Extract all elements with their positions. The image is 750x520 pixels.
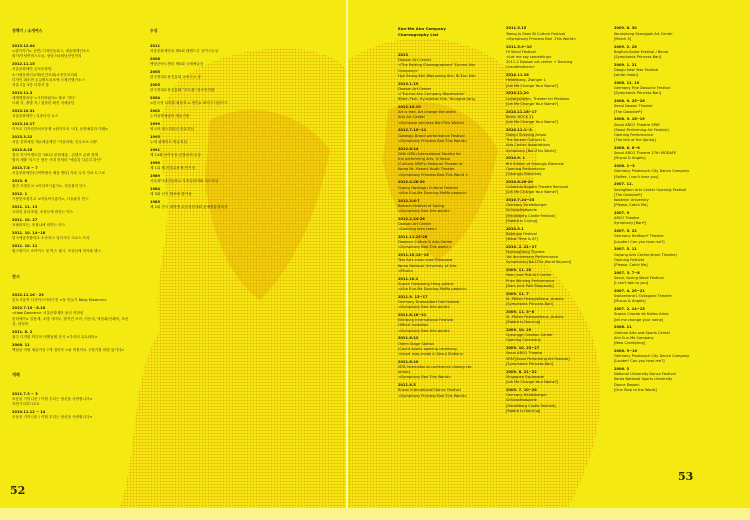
item-text: 조동울 기이니문 / 이힐 우리는 당신을 사랑합니다> 자연시지미디조로 (12, 396, 93, 407)
list-item (398, 336, 508, 357)
item-date: 2011 (150, 44, 161, 49)
item-text: Switzerland L'Octagone Theatre [Mucus & Angels] (614, 294, 672, 304)
item-date: 2011.5.9~10 (506, 44, 532, 49)
list-item (614, 247, 734, 268)
item-date: 2013.11.3 (12, 90, 33, 95)
item-date: 2010.5.1 (506, 226, 524, 231)
list-item (398, 217, 508, 233)
list-item (506, 370, 621, 386)
list-item (398, 313, 508, 334)
right-page (348, 0, 750, 508)
item-text: 한국예술종합학교 소속차스 일러시다 크로스 프라 (12, 236, 90, 241)
item-date: 2007. 11. (614, 182, 633, 187)
list-item (12, 44, 132, 60)
item-date: 2010.11.20 (506, 91, 529, 96)
item-text: Busan International Dance Festival <Symphony Princess Bari-This World> (398, 388, 468, 398)
list-item (150, 174, 300, 184)
item-text: St. Pölten Festspielhaus, Austria [Symphonia Princess Bari] (506, 296, 564, 307)
list-item (12, 192, 132, 202)
item-date: 2011.5.15 (506, 26, 527, 31)
page-shadow (0, 508, 750, 520)
item-text: Germany Pinabauch City Dance Company [Louder! Can you hear me?] (614, 354, 690, 364)
item-date: 2012.7.15 - 8.16 (12, 306, 46, 311)
item-date: 2011. 10. 11 (12, 244, 38, 249)
list-item (150, 187, 300, 197)
item-date: 2010.11.12 ~ 14 (12, 409, 46, 414)
list-item (12, 179, 132, 189)
list-item (398, 360, 508, 381)
list-item (614, 146, 734, 162)
item-date: 1983 (150, 200, 161, 205)
item-text: Germany Fine Dasuche Festival [Symphonia Princess Bari] (614, 86, 671, 96)
item-date: 2007. 5. 11 (614, 247, 637, 252)
item-text: Heidelberg, Zwinger 1 [Let Me Change Your Name?] (506, 78, 559, 88)
item-text: 제 3회 신인 발포에 참가상 (150, 192, 192, 197)
item-text: Berlin HOCK 11 [Let Me Change Your Name?] (506, 114, 559, 125)
item-text: 서울 문화예당 개요예술제단 "서울의택, 인수조소그램" (12, 140, 98, 145)
item-date: 2011.6.10 (398, 359, 419, 364)
workshop-heading: 개체 (12, 372, 20, 378)
item-text: 영국학 내스미술인 한무지님 (150, 127, 194, 132)
item-text: Nam June Paik Art Center Prize Winning Performance [Nam June Paik Rhapsody] (506, 273, 555, 288)
item-date: 2007. 4. 20~21 (614, 289, 645, 294)
choreography-list-col1 (398, 53, 508, 399)
list-item (506, 180, 621, 196)
item-text: 백남준아트센터 제5회 국제예술상 (150, 62, 204, 67)
item-text: Doosan Art Center <Dancing teen teen> (398, 222, 438, 232)
item-text: Suwon Hwaseong Hang palace <Ahn Eun-Me Dancing MaMa project> (398, 281, 467, 292)
item-date: 2012. 1 (12, 192, 28, 197)
item-text: Odem Stage Station (Count down) opening ceremony <heart map-made in Seoul Station> (398, 341, 464, 357)
item-text: <한국적 디아를 필문적 > 안인> 최저구시공이시 (150, 101, 228, 106)
item-text: Germany Heilbron* Theatre [Louder! Can you hear me?] (614, 234, 665, 244)
list-item (12, 410, 132, 420)
item-date: 2012.11.15 (12, 62, 35, 67)
list-item (506, 268, 621, 289)
awards-list (150, 44, 300, 210)
list-item (150, 70, 300, 80)
list-item (150, 122, 300, 132)
list-item (398, 199, 508, 215)
profile-heading: 정책기 / 소개여스 (12, 28, 43, 34)
item-date: 1990 (150, 161, 161, 166)
list-item (398, 235, 508, 251)
item-date: 2009. 11. 5~6 (506, 309, 535, 314)
item-date: 2011. 10. 14~18 (12, 231, 46, 236)
item-text: 이프로 디자인하치조문제 <원하모의 시대, 문학예술과 미래> (12, 127, 109, 132)
list-item (506, 128, 621, 154)
item-date: 2013.12.04 (12, 44, 35, 49)
list-item (506, 73, 621, 89)
item-date: 2007. 2. 14~15 (614, 307, 645, 312)
list-item (614, 45, 734, 61)
list-item (12, 205, 132, 215)
exhibition-heading: 전시 (12, 273, 20, 279)
list-item (506, 110, 621, 126)
item-text: Ludwigshafen, Theater Im Pfalzbau [Let Me Change Your Name?] (506, 96, 570, 106)
item-date: 2011.6.5 (398, 383, 416, 388)
item-date: 2009. 10. 25~27 (506, 346, 540, 351)
item-text: Colombia Bogota Theatre Recional [Let Me Change Your Name?] (506, 185, 569, 195)
item-date: 2009. 7. 10~26 (506, 387, 537, 392)
item-text: Bahrain Festival of Spring <Symphony Bari-this world> (398, 203, 451, 214)
list-item (398, 253, 508, 274)
item-text: 크라건 유라조형, 조음도에 비하는 아스 (12, 210, 74, 215)
item-date: 2011.7.3 ~ 3 (12, 391, 38, 396)
item-text: Gyeonggi Creation Center Opening Ceremony (506, 333, 553, 343)
item-text: 서울문화에단 / 무용다인 요스 (12, 114, 59, 119)
item-date: 2008. 6. 6~8 (614, 146, 640, 151)
item-date: 2008. 11 (12, 342, 30, 347)
list-item (150, 109, 300, 119)
item-text: Singapore Esplanade [Let Me Change Your Name?] (506, 374, 559, 385)
item-date: 2004 (150, 96, 161, 101)
item-text: Bagfum-Korea Festival / Bonar [Symphonia Princess Bari] (614, 49, 669, 60)
list-item (614, 26, 734, 42)
exhibition-list (12, 293, 132, 353)
list-item (614, 229, 734, 245)
item-text: Test Arts cross road Showcase Korea National University of Arts <Plusk> (398, 258, 457, 273)
list-item (12, 218, 132, 228)
list-item (506, 227, 621, 243)
item-text: Guang Hwaingju Cultural Festival <Ahn Eun-Me Dancing MaMa project> (398, 185, 467, 195)
item-date: 2008 (150, 57, 161, 62)
list-item (150, 148, 300, 158)
item-text: Seoul, Spring Wave Festival [I can't talk to you] (614, 276, 664, 286)
list-item (150, 200, 300, 210)
item-text: 누적움학예술단 생수거용 (150, 114, 190, 119)
item-text: Suwon Ciroute de Nalles Artes [let me change your name] (614, 312, 669, 322)
item-date: 1984 (150, 187, 161, 192)
left-column-1 (12, 18, 132, 433)
item-date: 2006. 11 (614, 325, 632, 330)
list-item (12, 306, 132, 327)
item-date: 2011.9. 15~17 (398, 294, 428, 299)
list-item (506, 245, 621, 266)
item-text: Gimhae Arts and Sports Center Ahn Eun Me Company [New Crankyeng] (614, 330, 671, 346)
item-text: Seoul ARCO Theatre SPAF (Seoul Performing Art Festival) Opening Performance [The kite of the Spring] (614, 122, 669, 143)
item-date: 2009. 1. 21 (614, 62, 637, 67)
item-date: 2011.8.18~21 (398, 313, 427, 318)
list-item (614, 99, 734, 115)
item-date: 1991 (150, 148, 161, 153)
item-text: Goyang Arts Center(Aram Theatre) Opening Festival [Please, Catch Me] (614, 252, 677, 268)
item-text: Doosan Art Center <The Raising Choreographers" Eunme Ahn Company> Hye Seung Kim,Wanyoung Ahn, Bi Eun Kim (398, 58, 476, 78)
list-item (614, 81, 734, 97)
list-item (398, 53, 508, 79)
left-page (0, 0, 346, 508)
item-date: 2006. 5 (614, 367, 630, 372)
item-text: <살아지기> 공연/ 디자인들피고, 예술태개인소도 평가/이팅면비스트들, 성남스타원남선언민리 (12, 49, 90, 59)
item-text: 제 14회 동아우동 콘클러의 수상 (150, 153, 201, 158)
item-date: 2007. 5. 22 (614, 229, 637, 234)
list-item (506, 388, 621, 414)
list-item (12, 91, 132, 107)
item-date: 2007. 9 (614, 211, 630, 216)
list-item (150, 161, 300, 171)
list-item (12, 343, 132, 353)
list-item (12, 148, 132, 164)
item-text: 제 2회 전국 대학생 무음창한대회 문예중통결의상 (150, 205, 228, 210)
list-item (12, 122, 132, 132)
item-text: 점주 이사이케트한 "2012 문화예술 - 콘텐츠 콘텐 정책 발의 세출 '리드는 생산 시대 전개의 "예술감 다른디 하인" (12, 153, 102, 163)
item-text: <How Dancers> 서울문화재단 돌인 작화넘 문의예가> 김용재, 조명 사미도, 밝커진 조직, 이동석, 예상희/인쇄의, 조선 검, 파섬비 (12, 311, 129, 326)
list-item (150, 96, 300, 106)
list-item (398, 295, 508, 311)
choreography-list-col3 (614, 26, 734, 393)
item-date: 2012.11.16 - 23 (12, 293, 44, 298)
list-item (506, 26, 621, 42)
list-item (614, 182, 734, 208)
choreography-list-title: Eun-Me Ahn Company Choreography List (398, 26, 446, 37)
profile-list (12, 44, 132, 255)
item-text: ISPA International conference closing cer- emony <Symphony Bari-This World> (398, 365, 473, 380)
list-item (614, 307, 734, 323)
item-text: 서울문화예단 공모문화팀, 소시필문화인교제(인간조회)소진단조의회 디자인 대소먼 손글방트리보에 극제진행기소스 서울시통 3층 디하지 홀 (12, 67, 85, 88)
item-date: 2013.10.17 (12, 122, 35, 127)
item-text: 백남준 지원 예술가상 7개 경리목 <돌 비틀이로 구원기를 외엽 된기다> (12, 347, 125, 352)
item-date: 2005 (150, 83, 161, 88)
item-date: 2013.1.19 (398, 81, 419, 86)
item-text: Seoul ARCO Theatre 27th MODAFE [Mucus & Angels] (614, 151, 677, 161)
item-date: 2009. 11. 7 (506, 291, 529, 296)
item-text: 누에 판체이트 안무지님 (150, 140, 187, 145)
item-text: Edinburg International Festival Official invitation <Symphony Bari-this world> (398, 318, 453, 333)
item-text: Art is free, Art change the world Arts Art Center <Sympose princess Bari-This World> (398, 110, 465, 125)
list-item (506, 156, 621, 177)
item-date: 2013 (398, 53, 409, 57)
list-item (150, 44, 300, 54)
left-column-2 (150, 18, 300, 223)
item-date: 2013.3.22 (12, 135, 33, 140)
item-date: 2008. 1~3 (614, 164, 635, 169)
list-item (398, 105, 508, 126)
list-item (398, 82, 508, 103)
item-date: 2008. 9. 18~19 (614, 117, 645, 122)
item-text: Germany Duesseldorf Hall festival <Symphony Bari-this world> (398, 300, 460, 310)
awards-heading: 수상 (150, 28, 158, 34)
item-text: 서울문화재단의 제3회 레젠드투 상이구수상 (150, 49, 219, 54)
list-item (614, 63, 734, 79)
list-item (506, 310, 621, 326)
item-date: 2010.8.26-29 (506, 179, 533, 184)
item-text: 포필러모든, 조정냐에 비하는 빈스 (12, 223, 66, 228)
list-item (12, 330, 132, 340)
list-item (614, 271, 734, 287)
item-date: 2008. 11. 19 (614, 81, 640, 86)
item-date: 2007. 3. 7~8 (614, 270, 640, 275)
item-text: ARCO Theatre Symphony [Bari*] (614, 216, 646, 226)
item-date: 2010.9. 1 (506, 156, 525, 161)
item-text: Daegu Suseong Artpia The Korean Cultural & Arts Center Associations Symphony [Bari-This World] (506, 133, 556, 153)
list-item (12, 62, 132, 88)
list-item (398, 277, 508, 293)
item-text: 서울광이내인들학교 부중강한대회 지도자상 (150, 179, 219, 184)
list-item (398, 180, 508, 196)
item-date: 2011.11.25-26 (398, 235, 428, 240)
list-item (506, 328, 621, 344)
list-item (12, 135, 132, 145)
item-text: Seoul Nowon Theatre [The Gwonbel*] (614, 104, 653, 114)
item-date: 2009. 2. 28 (614, 44, 637, 49)
item-date: 2006. 9~10 (614, 348, 638, 353)
item-date: 2010.11.16~17 (506, 109, 537, 114)
list-item (506, 346, 621, 367)
list-item (12, 231, 132, 241)
item-date: 2013. 8 (12, 179, 28, 184)
list-item (614, 211, 734, 227)
item-text: 세계엔창되남 <시단처럼사> 플조 '지다' 트레 지, 출발 지 / 섭상한 좌진 지예술단 (12, 96, 76, 106)
right-column-3 (614, 16, 734, 406)
item-text: MyeongDong Theatre 1st Anniversary Performance Symphonia [Bari-The World Beyond] (506, 250, 572, 265)
item-text: 본트시울적 디자이스이라곤전 <돌 만들기 Body Museum> (12, 298, 108, 303)
item-text: Germany Pinabauch City Dance Company [Selfee, I can't hear you] (614, 169, 690, 179)
item-date: 2011. 8. 2 (12, 329, 33, 334)
item-text: SeongNam Arts Center Opening Festival [The Gwonbel*] Kookmin University [Please, Catch Me] (614, 187, 687, 208)
item-text: Doosan Art Center <"Eunme Ahn Company Repertories" Bitam Park, Hyunjeban Kim, Youngrok Jang (398, 86, 475, 102)
item-date: 2011.6.12 (398, 336, 419, 341)
list-item (614, 117, 734, 143)
list-item (614, 349, 734, 365)
item-text: 서울문화에단(디씨박에서 배움 받다) 자문 수석 자료 트그보 (12, 171, 105, 176)
item-text: 한국현대무용진흥회 코리그스 상 (150, 75, 201, 80)
item-date: 2012.10.19 (398, 105, 421, 110)
list-item (398, 128, 508, 144)
item-text: 기풍맞조형부교 <아일씨시좋기>, 사유뮬지 빈스 (12, 197, 89, 202)
list-item (398, 383, 508, 399)
choreography-list-col2 (506, 26, 621, 414)
item-text: Germany Heidelberger Schlossfestspiele [Heidelberg Castle Festival] [Rabbit is Crying] (506, 203, 556, 223)
item-date: 2002 (150, 109, 161, 114)
item-date: 2013.8.25 (12, 148, 33, 153)
workshop-list (12, 392, 132, 421)
list-item (398, 147, 508, 178)
item-text: 광주 디지털 미디어 비엔날레 전시 <우리의 유토피아> (12, 334, 98, 339)
list-item (12, 392, 132, 408)
item-text: Germany Heidelberger Schlossfestspiele [Heidelberg Castle Festival] [Rabbit is Dancing] (506, 393, 556, 413)
item-text: Batangal Festival [What Time Is It?] (506, 231, 538, 242)
list-item (12, 293, 132, 303)
item-text: Seoul ARCO Theatre SPAF[Seoul Performing Art Festival] [Symphonia Princess Bari] (506, 351, 570, 366)
item-date: 2013.7.8 ~ 7 (12, 166, 38, 171)
item-text: 제 1회 제 서울무용제 안기상 (150, 166, 196, 171)
item-date: 2012.6.14 (398, 146, 419, 151)
item-date: 2010. 2. 21~27 (506, 244, 537, 249)
item-text: Daejeon Culture & Arts Center <Symphony Bari-This world > (398, 240, 453, 250)
item-date: 1989 (150, 174, 161, 179)
item-text: 원스틸이스 소아이스 및 빅스 권시, 조상님에 미키와 댄스 (12, 249, 101, 254)
item-text: 한국현대무용진흥회 "포트폴" 라소단작품 (150, 88, 215, 93)
item-text: Daegu New Year Festival [white moon] (614, 68, 659, 78)
list-item (614, 289, 734, 305)
list-item (12, 166, 132, 176)
item-date: 2012.2.24-26 (398, 216, 425, 221)
item-date: 2012.7.10~11 (398, 128, 427, 133)
item-date: 2009. 6. 30 (614, 26, 637, 31)
item-text: St. Pölten Festspielhaus, Austria [Rabbit is Dancing] (506, 315, 564, 325)
item-date: 2012.3.6-7 (398, 198, 420, 203)
list-item (12, 244, 132, 254)
item-date: 2008. 9. 25~26 (614, 99, 645, 104)
item-date: 2011. 10. 27 (12, 218, 38, 223)
page-number-right: 53 (678, 470, 694, 483)
list-item (506, 198, 621, 224)
list-item (150, 135, 300, 145)
list-item (150, 83, 300, 93)
list-item (614, 367, 734, 393)
list-item (506, 91, 621, 107)
item-date: 2013.10.31 (12, 109, 35, 114)
item-text: 26th ISPA (international Society for the performing Arts, in Seoul (Cultural SPAFs) National Theater of Korea Mr. Haneul Youth Theater <Symphony Princess Bari-This World > (398, 151, 469, 177)
item-text: 조동울 기이니문 / 이힐 우리는 당신을 사랑합니다> (12, 415, 93, 420)
item-text: 8th Edition of Gwangju Biennale Opening Performance [Gwangju Biennale] (506, 161, 564, 177)
item-text: Yeong Ju Seon Bi Culture Festival <Symphony Princess Bari -This World> (506, 31, 577, 41)
item-date: 2011.10.14~16 (398, 253, 429, 258)
item-date: 2011. 11. 13 (12, 205, 38, 210)
item-date: 2010.7.24~25 (506, 198, 535, 203)
list-item (614, 164, 734, 180)
right-column-2 (506, 16, 621, 427)
item-text: Hi Seoul Festival <Let me say something> 2011-2 Doosan art center + Dancing Grandmothers> (506, 49, 573, 70)
page-number-left: 52 (10, 484, 26, 497)
list-item (506, 292, 621, 308)
item-date: 2009. 10. 29 (506, 328, 532, 333)
item-date: 1995 (150, 135, 161, 140)
item-text: National University Dance Festival Korea National Sports University Dance Depart. [One Step to the World] (614, 372, 676, 392)
item-text: 출인 조형부교 <아일씨시좋기>, 사유뮬지 빈스 (12, 184, 87, 189)
item-date: 1999 (150, 122, 161, 127)
item-date: 2011.10.2 (398, 276, 419, 281)
list-item (12, 109, 132, 119)
item-text: Keumjeong Seonggok Art Center [March 5] (614, 31, 673, 41)
list-item (614, 325, 734, 346)
item-text: Gwangju Brand performance Festival <Symphony Princess Bari-This World> (398, 133, 468, 143)
item-date: 2009. 8. 21~22 (506, 369, 537, 374)
item-date: 2010.11.1~3 (506, 127, 532, 132)
item-date: 2012.4.28-29 (398, 180, 425, 185)
right-column-1 (398, 16, 508, 412)
item-date: 2009. 11. 20 (506, 268, 532, 273)
list-item (150, 57, 300, 67)
item-date: 2005 (150, 70, 161, 75)
list-item (506, 45, 621, 71)
item-date: 2010.11.26 (506, 73, 529, 78)
